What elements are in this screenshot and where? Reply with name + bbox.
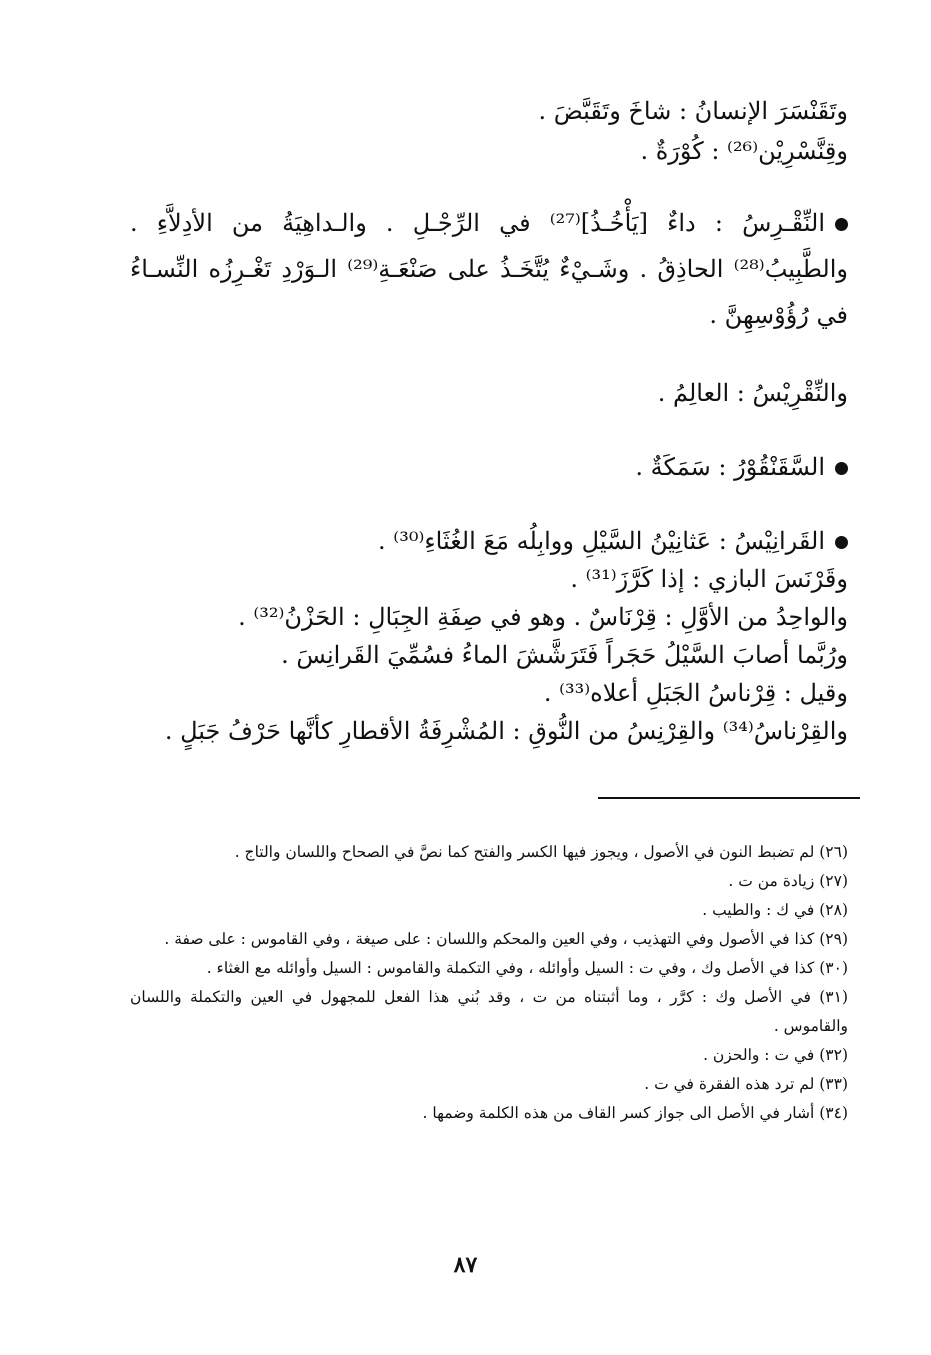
footnotes [130,838,848,1128]
footnote-30: (٣٠) كذا في الأصل وك ، وفي ت : السيل وأوائله ، وفي التكملة والقاموس : السيل وأوائله مع الغثاء . [206,959,848,977]
entry-saqanqur-text: السَّقَنْقُوْرُ : سَمَكَةٌ . [635,453,825,481]
footnote-29: (٢٩) كذا في الأصول وفي التهذيب ، وفي العين والمحكم واللسان : على صيغة ، وفي القاموس : على صفة . [164,930,848,948]
entry-line-taqansara: وتَقَنْسَرَ الإنسانُ : شاخَ وتَقَبَّضَ . [538,97,848,125]
footnote-34: (٣٤) أشار في الأصل الى جواز كسر القاف من هذه الكلمة وضمها . [422,1104,848,1122]
entry-naqris-text: النِّقْـرِسُ : داءٌ [يَأْخُـذُ]⁽²⁷⁾ في الرِّجْـلِ . والـداهِيَةُ من الأدِلاَّءِ . والطَّبِيبُ⁽²⁸⁾ الحاذِقُ . وشَـيْءٌ يُتَّخَـذُ على صَنْعَـةِ⁽²⁹⁾ الـوَرْدِ تَغْـرِزُه النِّسـاءُ في رُؤُوْسِهِنَّ . [130,209,848,329]
entry-saqanqur [130,452,848,482]
entry-qaranis-text: القَرانِيْسُ : عَثانِيْنُ السَّيْلِ ووابِلُه مَعَ الغُثَاءِ⁽³⁰⁾ . [378,527,825,555]
footnote-26: (٢٦) لم تضبط النون في الأصول ، ويجوز فيها الكسر والفتح كما نصَّ في الصحاح واللسان والتاج . [234,843,848,861]
entry-line-qinnasrin: وقِنَّسْرِيْن⁽²⁶⁾ : كُوْرَةٌ . [640,137,848,165]
page-number: ٨٧ [453,1252,478,1278]
bullet-icon [835,536,848,549]
entry-qirnas-nuq: والقِرْناسُ⁽³⁴⁾ والقِرْنِسُ من النُّوقِ : المُشْرِفَةُ الأقطارِ كأنَّها حَرْفُ جَبَلٍ . [164,717,848,745]
footnote-separator [598,797,860,799]
footnote-27: (٢٧) زيادة من ت . [728,872,848,890]
entry-qaranis [130,526,848,556]
main-text [130,96,848,746]
footnote-33: (٣٣) لم ترد هذه الفقرة في ت . [644,1075,848,1093]
bullet-icon [835,218,848,231]
entry-rubbama: ورُبَّما أصابَ السَّيْلُ حَجَراً فَتَرَشَّشَ الماءُ فسُمِّيَ القَرانِسَ . [281,641,848,669]
footnote-28: (٢٨) في ك : والطيب . [702,901,848,919]
bullet-icon [835,462,848,475]
entry-qarnas-bazi: وقَرْنَسَ البازي : إذا كَرَّزَ⁽³¹⁾ . [570,565,848,593]
entry-naqris [130,200,848,338]
footnote-32: (٣٢) في ت : والحزن . [703,1046,848,1064]
footnote-31: (٣١) في الأصل وك : كرَّر ، وما أثبتناه من ت ، وقد بُني هذا الفعل للمجهول في العين والتكملة واللسان والقاموس . [130,988,848,1035]
entry-naqris-alim: والنِّقْرِيْسُ : العالِمُ . [657,379,848,407]
entry-qil: وقيل : قِرْناسُ الجَبَلِ أعلاه⁽³³⁾ . [543,679,848,707]
entry-wahid: والواحِدُ من الأوَّلِ : قِرْنَاسٌ . وهو في صِفَةِ الجِبَالِ : الحَزْنُ⁽³²⁾ . [238,603,848,631]
